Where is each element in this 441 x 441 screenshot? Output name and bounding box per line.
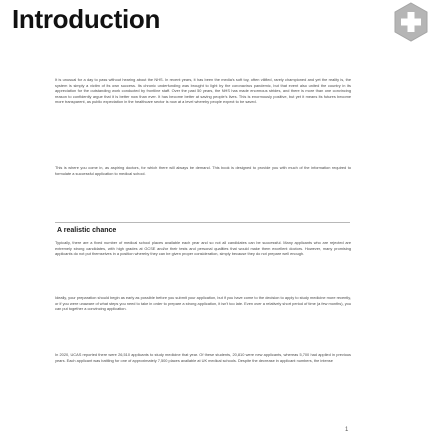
- intro-paragraph-2-block: [55, 165, 351, 181]
- intro-paragraph-1-block: [55, 77, 351, 110]
- section-paragraph: Ideally, your preparation should begin as early as possible before you submit your application, but if you have come to the decision to apply to study medicine more recently, or if you were unaware of what steps you need to take in order to prepare a strong application, it isn't too late. Even over a relatively short period of time (a few months), you can put together a convincing application.: [55, 295, 351, 312]
- section-paragraph-3-block: [55, 352, 351, 368]
- section-paragraph: In 2020, UCAS reported there were 26,510 applicants to study medicine that year. Of these students, 20,810 were new applicants, whereas 5,700 had applied in previous years. Each applicant was battling for one of approximately 7,500 places available at UK medical schools. Despite the decrease in applicant numbers, the intense: [55, 352, 351, 363]
- section-heading: A realistic chance: [57, 227, 117, 234]
- plus-hexagon-icon: [393, 2, 429, 42]
- intro-paragraph: It is unusual for a day to pass without hearing about the NHS. In recent years, it has been the media's soft toy, often vilified, rarely championed and yet the reality is, the system is simply a victim of its own success. Its chronic underfunding was brought to light by the coronavirus pandemic, but that event also united the country in its appreciation for the outstanding work conducted by frontline staff. Over the past 50 years, the NHS has made enormous strides, and there is more than one convincing reason to confidently argue that it is better now than ever. It has become better at saving people's lives. This is enormously positive, but yet it means its futures become more transparent, as public expectation in the healthcare sector is now at a level whereby people expect to be saved.: [55, 77, 351, 105]
- page-number: 1: [345, 427, 349, 433]
- section-paragraph-2-block: [55, 295, 351, 317]
- section-paragraph-1-block: [55, 240, 351, 262]
- page-title: Introduction: [12, 4, 161, 34]
- intro-paragraph: This is where you come in, as aspiring doctors, for which there will always be demand. This book is designed to provide you with much of the information required to formulate a successful application to medical school.: [55, 165, 351, 176]
- section-paragraph: Typically, there are a fixed number of medical school places available each year and so not all candidates can be successful. Many applicants who are rejected are extremely strong candidates, with high grades at GCSE and/or their tests and personal qualities that would make them excellent doctors. However, many promising applicants do not put themselves in a position whereby they can be given proper consideration, simply because they do not prepare well enough.: [55, 240, 351, 257]
